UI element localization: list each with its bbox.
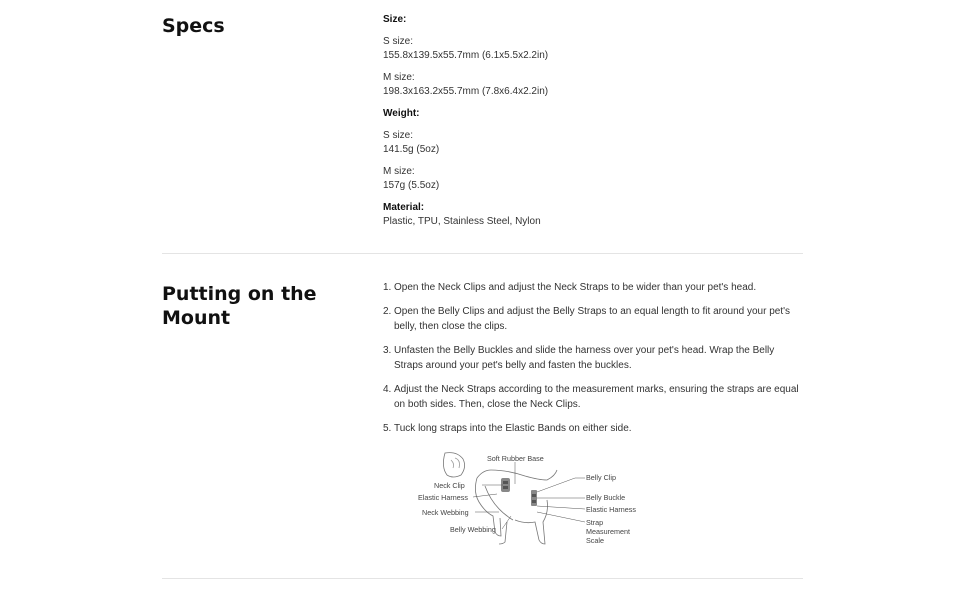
mount-title (162, 282, 317, 330)
harness-parts (501, 478, 537, 506)
s-weight-value: 141.5g (5oz) (383, 144, 440, 155)
label-scale: Scale (586, 536, 604, 545)
label-neck-webbing: Neck Webbing (422, 508, 469, 517)
m-size-label: M size: (383, 72, 415, 83)
label-belly-clip: Belly Clip (586, 473, 616, 482)
step-text: Adjust the Neck Straps according to the measurement marks, ensuring the straps are equal on both sides. Then, close the Neck Clips. (394, 384, 799, 410)
material-heading: Material: (383, 202, 425, 213)
label-strap: Strap (586, 518, 604, 527)
m-weight-label: M size: (383, 166, 415, 177)
label-neck-clip: Neck Clip (434, 481, 465, 490)
step-text: Tuck long straps into the Elastic Bands on either side. (394, 423, 632, 434)
step-item (383, 280, 803, 295)
step-text: Open the Belly Clips and adjust the Belly Straps to an equal length to fit around your pet's belly, then close the clips. (394, 306, 791, 332)
m-weight-value: 157g (5.5oz) (383, 180, 440, 191)
leader-lines (473, 462, 585, 529)
step-item (383, 343, 803, 373)
step-number: 3. (383, 345, 392, 356)
step-item (383, 382, 803, 412)
mount-title-line1: Putting on the (162, 283, 317, 305)
step-number: 5. (383, 423, 392, 434)
step-item (383, 304, 803, 334)
label-measurement: Measurement (586, 527, 630, 536)
label-soft-rubber-base: Soft Rubber Base (487, 454, 544, 463)
bottom-divider (162, 578, 803, 579)
label-elastic-harness-right: Elastic Harness (586, 505, 636, 514)
weight-heading: Weight: (383, 108, 420, 119)
label-elastic-harness-left: Elastic Harness (418, 493, 468, 502)
mount-steps (383, 280, 803, 445)
size-heading: Size: (383, 14, 407, 25)
label-belly-webbing: Belly Webbing (450, 525, 496, 534)
s-weight-label: S size: (383, 130, 414, 141)
m-size-value: 198.3x163.2x55.7mm (7.8x6.4x2.2in) (383, 86, 549, 97)
section-divider (162, 253, 803, 254)
mount-title-line2: Mount (162, 307, 231, 329)
material-value: Plastic, TPU, Stainless Steel, Nylon (383, 216, 541, 227)
step-number: 2. (383, 306, 392, 317)
step-item (383, 421, 803, 436)
s-size-label: S size: (383, 36, 414, 47)
specs-title: Specs (162, 15, 225, 37)
step-text: Open the Neck Clips and adjust the Neck Straps to be wider than your pet's head. (394, 282, 757, 293)
label-belly-buckle: Belly Buckle (586, 493, 626, 502)
s-size-value: 155.8x139.5x55.7mm (6.1x5.5x2.2in) (383, 50, 549, 61)
specs-list (383, 13, 803, 229)
step-number: 1. (383, 282, 392, 293)
step-text: Unfasten the Belly Buckles and slide the harness over your pet's head. Wrap the Belly Straps around your pet's belly and fasten the buckles. (394, 345, 775, 371)
harness-diagram (415, 450, 645, 550)
step-number: 4. (383, 384, 392, 395)
